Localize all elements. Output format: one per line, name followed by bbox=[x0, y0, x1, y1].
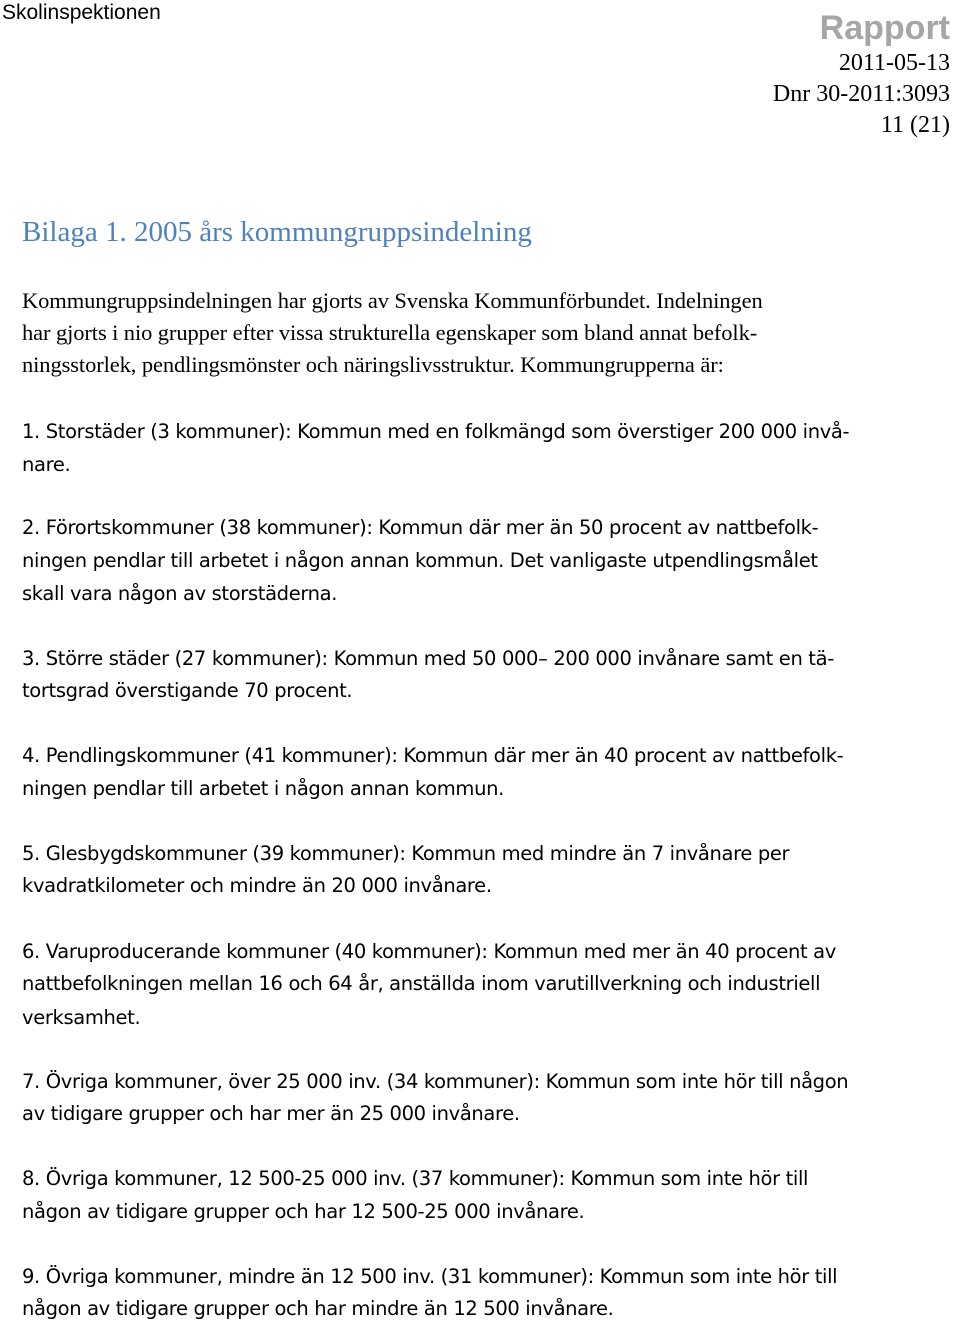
group-line: 9. Övriga kommuner, mindre än 12 500 inv. (31 kommuner): Kommun som inte hör till bbox=[22, 1265, 838, 1288]
group-line: 7. Övriga kommuner, över 25 000 inv. (34 kommuner): Kommun som inte hör till någon bbox=[22, 1070, 849, 1093]
group-line: nattbefolkningen mellan 16 och 64 år, anställda inom varutillverkning och industriell bbox=[22, 972, 821, 995]
group-line: skall vara någon av storstäderna. bbox=[22, 582, 338, 605]
organization-name: Skolinspektionen bbox=[2, 1, 161, 24]
group-line: 2. Förortskommuner (38 kommuner): Kommun där mer än 50 procent av nattbefolk- bbox=[22, 516, 819, 539]
group-line: kvadratkilometer och mindre än 20 000 invånare. bbox=[22, 874, 492, 897]
report-dnr: Dnr 30-2011:3093 bbox=[772, 81, 950, 107]
group-line: 8. Övriga kommuner, 12 500-25 000 inv. (37 kommuner): Kommun som inte hör till bbox=[22, 1167, 809, 1190]
report-label: Rapport bbox=[819, 9, 950, 47]
group-line: någon av tidigare grupper och har 12 500-25 000 invånare. bbox=[22, 1200, 585, 1223]
group-line: ningen pendlar till arbetet i någon annan kommun. bbox=[22, 777, 504, 800]
group-line: nare. bbox=[22, 453, 71, 476]
group-line: av tidigare grupper och har mer än 25 000 invånare. bbox=[22, 1102, 520, 1125]
group-line: 5. Glesbygdskommuner (39 kommuner): Kommun med mindre än 7 invånare per bbox=[22, 842, 790, 865]
group-line: 1. Storstäder (3 kommuner): Kommun med en folkmängd som överstiger 200 000 invå- bbox=[22, 420, 850, 443]
page-number: 11 (21) bbox=[880, 112, 950, 138]
intro-line: har gjorts i nio grupper efter vissa strukturella egenskaper som bland annat befolk- bbox=[22, 320, 758, 345]
report-date: 2011-05-13 bbox=[838, 50, 950, 76]
group-line: 3. Större städer (27 kommuner): Kommun med 50 000– 200 000 invånare samt en tä- bbox=[22, 647, 834, 670]
group-line: ningen pendlar till arbetet i någon annan kommun. Det vanligaste utpendlingsmålet bbox=[22, 549, 818, 572]
report-header bbox=[773, 8, 950, 141]
intro-line: Kommungruppsindelningen har gjorts av Svenska Kommunförbundet. Indelningen bbox=[22, 288, 763, 313]
group-line: tortsgrad överstigande 70 procent. bbox=[22, 679, 353, 702]
intro-line: ningsstorlek, pendlingsmönster och näringslivsstruktur. Kommungrupperna är: bbox=[22, 352, 724, 377]
group-line: verksamhet. bbox=[22, 1006, 141, 1029]
group-line: 6. Varuproducerande kommuner (40 kommuner): Kommun med mer än 40 procent av bbox=[22, 940, 836, 963]
appendix-title: Bilaga 1. 2005 års kommungruppsindelning bbox=[22, 216, 532, 248]
group-line: någon av tidigare grupper och har mindre än 12 500 invånare. bbox=[22, 1297, 614, 1320]
group-line: 4. Pendlingskommuner (41 kommuner): Kommun där mer än 40 procent av nattbefolk- bbox=[22, 744, 844, 767]
